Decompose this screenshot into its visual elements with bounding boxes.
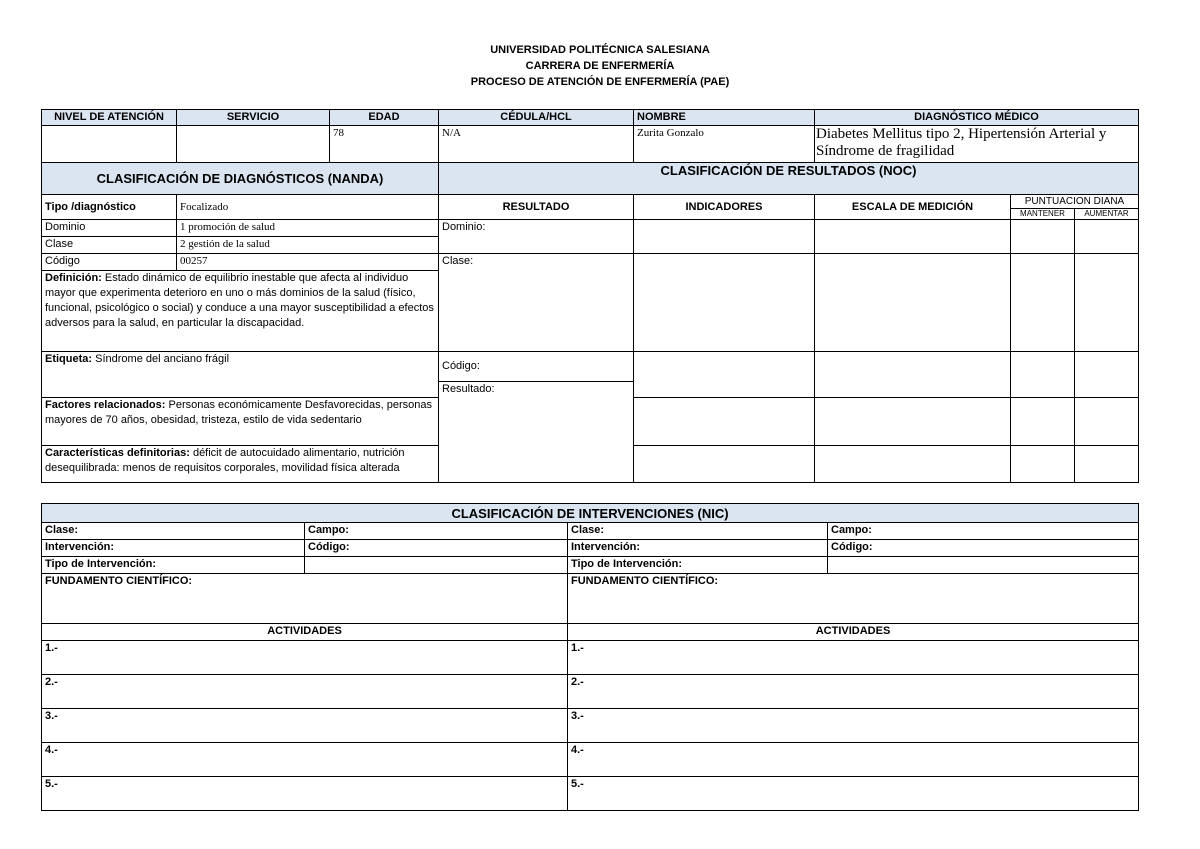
noc-escala-header: ESCALA DE MEDICIÓN [815, 195, 1011, 220]
caracteristicas-cell [42, 446, 439, 483]
university-name: UNIVERSIDAD POLITÉCNICA SALESIANA [490, 44, 710, 56]
dominio-label: Dominio [42, 220, 177, 237]
noc-indicador-3[interactable] [634, 352, 815, 398]
process-title: PROCESO DE ATENCIÓN DE ENFERMERÍA (PAE) [470, 76, 730, 88]
header-nivel: NIVEL DE ATENCIÓN [42, 110, 177, 126]
noc-mantener-header: MANTENER [1011, 209, 1075, 220]
noc-aumentar-4[interactable] [1075, 398, 1139, 446]
nanda-title: CLASIFICACIÓN DE DIAGNÓSTICOS (NANDA) [42, 163, 439, 195]
nic-fundamento-left[interactable]: FUNDAMENTO CIENTÍFICO: [42, 574, 568, 624]
actividad-left-3[interactable]: 3.- [42, 709, 568, 743]
noc-aumentar-5[interactable] [1075, 446, 1139, 483]
nic-title: CLASIFICACIÓN DE INTERVENCIONES (NIC) [42, 504, 1139, 523]
noc-aumentar-2[interactable] [1075, 254, 1139, 352]
noc-resultado-cell[interactable]: Resultado: [439, 382, 634, 483]
noc-aumentar-header: AUMENTAR [1075, 209, 1139, 220]
clase-label: Clase [42, 237, 177, 254]
actividad-left-2[interactable]: 2.- [42, 675, 568, 709]
nanda-noc-table [41, 109, 1139, 483]
nic-intervencion-left[interactable]: Intervención: [42, 540, 305, 557]
nic-actividades-left: ACTIVIDADES [42, 624, 568, 641]
actividad-left-4[interactable]: 4.- [42, 743, 568, 777]
noc-mantener-2[interactable] [1011, 254, 1075, 352]
factores-label: Factores relacionados: [45, 399, 166, 411]
nic-campo-right[interactable]: Campo: [828, 523, 1139, 540]
nic-tipo-left[interactable]: Tipo de Intervención: [42, 557, 305, 574]
factores-cell [42, 398, 439, 446]
definicion-text: Estado dinámico de equilibrio inestable que afecta al individuo mayor que experimenta deterioro en uno o más dominios de la salud (físico, funcional, psicológico o social) y conduce a una mayor susceptibilidad a efectos adversos para la salud, en particular la discapacidad. [45, 272, 434, 329]
actividad-left-5[interactable]: 5.- [42, 777, 568, 811]
nic-actividades-right: ACTIVIDADES [568, 624, 1139, 641]
actividad-right-4[interactable]: 4.- [568, 743, 1139, 777]
noc-mantener-4[interactable] [1011, 398, 1075, 446]
servicio-value[interactable] [177, 126, 330, 163]
nivel-value[interactable] [42, 126, 177, 163]
diagnostico-value[interactable]: Diabetes Mellitus tipo 2, Hipertensión Arterial y Síndrome de fragilidad [815, 126, 1139, 163]
nic-clase-left[interactable]: Clase: [42, 523, 305, 540]
nic-intervencion-right[interactable]: Intervención: [568, 540, 828, 557]
header-cedula: CÉDULA/HCL [439, 110, 634, 126]
noc-escala-5[interactable] [815, 446, 1011, 483]
noc-dominio-cell[interactable]: Dominio: [439, 220, 634, 254]
dominio-value[interactable]: 1 promoción de salud [177, 220, 439, 237]
noc-clase-cell[interactable]: Clase: [439, 254, 634, 352]
etiqueta-label: Etiqueta: [45, 353, 93, 365]
nic-codigo-left[interactable]: Código: [305, 540, 568, 557]
actividad-right-1[interactable]: 1.- [568, 641, 1139, 675]
actividad-right-3[interactable]: 3.- [568, 709, 1139, 743]
clase-value[interactable]: 2 gestión de la salud [177, 237, 439, 254]
noc-resultado-header: RESULTADO [439, 195, 634, 220]
nic-clase-right[interactable]: Clase: [568, 523, 828, 540]
noc-mantener-3[interactable] [1011, 352, 1075, 398]
actividad-right-2[interactable]: 2.- [568, 675, 1139, 709]
edad-value[interactable]: 78 [330, 126, 439, 163]
nic-tipo-left-value[interactable] [305, 557, 568, 574]
document-header [0, 42, 1200, 90]
noc-mantener-5[interactable] [1011, 446, 1075, 483]
noc-indicador-1[interactable] [634, 220, 815, 254]
nic-codigo-right[interactable]: Código: [828, 540, 1139, 557]
noc-escala-3[interactable] [815, 352, 1011, 398]
caracteristicas-label: Características definitorias: [45, 447, 190, 459]
nombre-value[interactable]: Zurita Gonzalo [634, 126, 815, 163]
nic-fundamento-right[interactable]: FUNDAMENTO CIENTÍFICO: [568, 574, 1139, 624]
header-diagnostico: DIAGNÓSTICO MÉDICO [815, 110, 1139, 126]
factores-text: Personas económicamente Desfavorecidas, personas mayores de 70 años, obesidad, tristeza, estilo de vida sedentario [45, 399, 433, 426]
noc-escala-1[interactable] [815, 220, 1011, 254]
noc-aumentar-1[interactable] [1075, 220, 1139, 254]
noc-escala-2[interactable] [815, 254, 1011, 352]
noc-escala-4[interactable] [815, 398, 1011, 446]
noc-indicador-4[interactable] [634, 398, 815, 446]
caracteristicas-text: déficit de autocuidado alimentario, nutrición desequilibrada: menos de requisitos corporales, movilidad física alterada [45, 447, 405, 474]
header-edad: EDAD [330, 110, 439, 126]
header-servicio: SERVICIO [177, 110, 330, 126]
tipo-value[interactable]: Focalizado [177, 195, 439, 220]
noc-indicador-5[interactable] [634, 446, 815, 483]
etiqueta-cell [42, 352, 439, 398]
noc-indicadores-header: INDICADORES [634, 195, 815, 220]
noc-puntuacion-header: PUNTUACION DIANA [1011, 195, 1139, 209]
definicion-label: Definición: [45, 272, 102, 284]
etiqueta-text: Síndrome del anciano frágil [92, 353, 230, 365]
nic-tipo-right-value[interactable] [828, 557, 1139, 574]
noc-aumentar-3[interactable] [1075, 352, 1139, 398]
nic-tipo-right[interactable]: Tipo de Intervención: [568, 557, 828, 574]
noc-indicador-2[interactable] [634, 254, 815, 352]
career-name: CARRERA DE ENFERMERÍA [525, 60, 675, 72]
noc-mantener-1[interactable] [1011, 220, 1075, 254]
actividad-left-1[interactable]: 1.- [42, 641, 568, 675]
noc-codigo-cell[interactable]: Código: [439, 352, 634, 382]
codigo-label: Código [42, 254, 177, 271]
codigo-value[interactable]: 00257 [177, 254, 439, 271]
header-nombre: NOMBRE [634, 110, 815, 126]
nic-table [41, 503, 1139, 811]
definicion-cell [42, 271, 439, 352]
tipo-label: Tipo /diagnóstico [42, 195, 177, 220]
nic-campo-left[interactable]: Campo: [305, 523, 568, 540]
cedula-value[interactable]: N/A [439, 126, 634, 163]
noc-title: CLASIFICACIÓN DE RESULTADOS (NOC) [439, 163, 1139, 195]
actividad-right-5[interactable]: 5.- [568, 777, 1139, 811]
